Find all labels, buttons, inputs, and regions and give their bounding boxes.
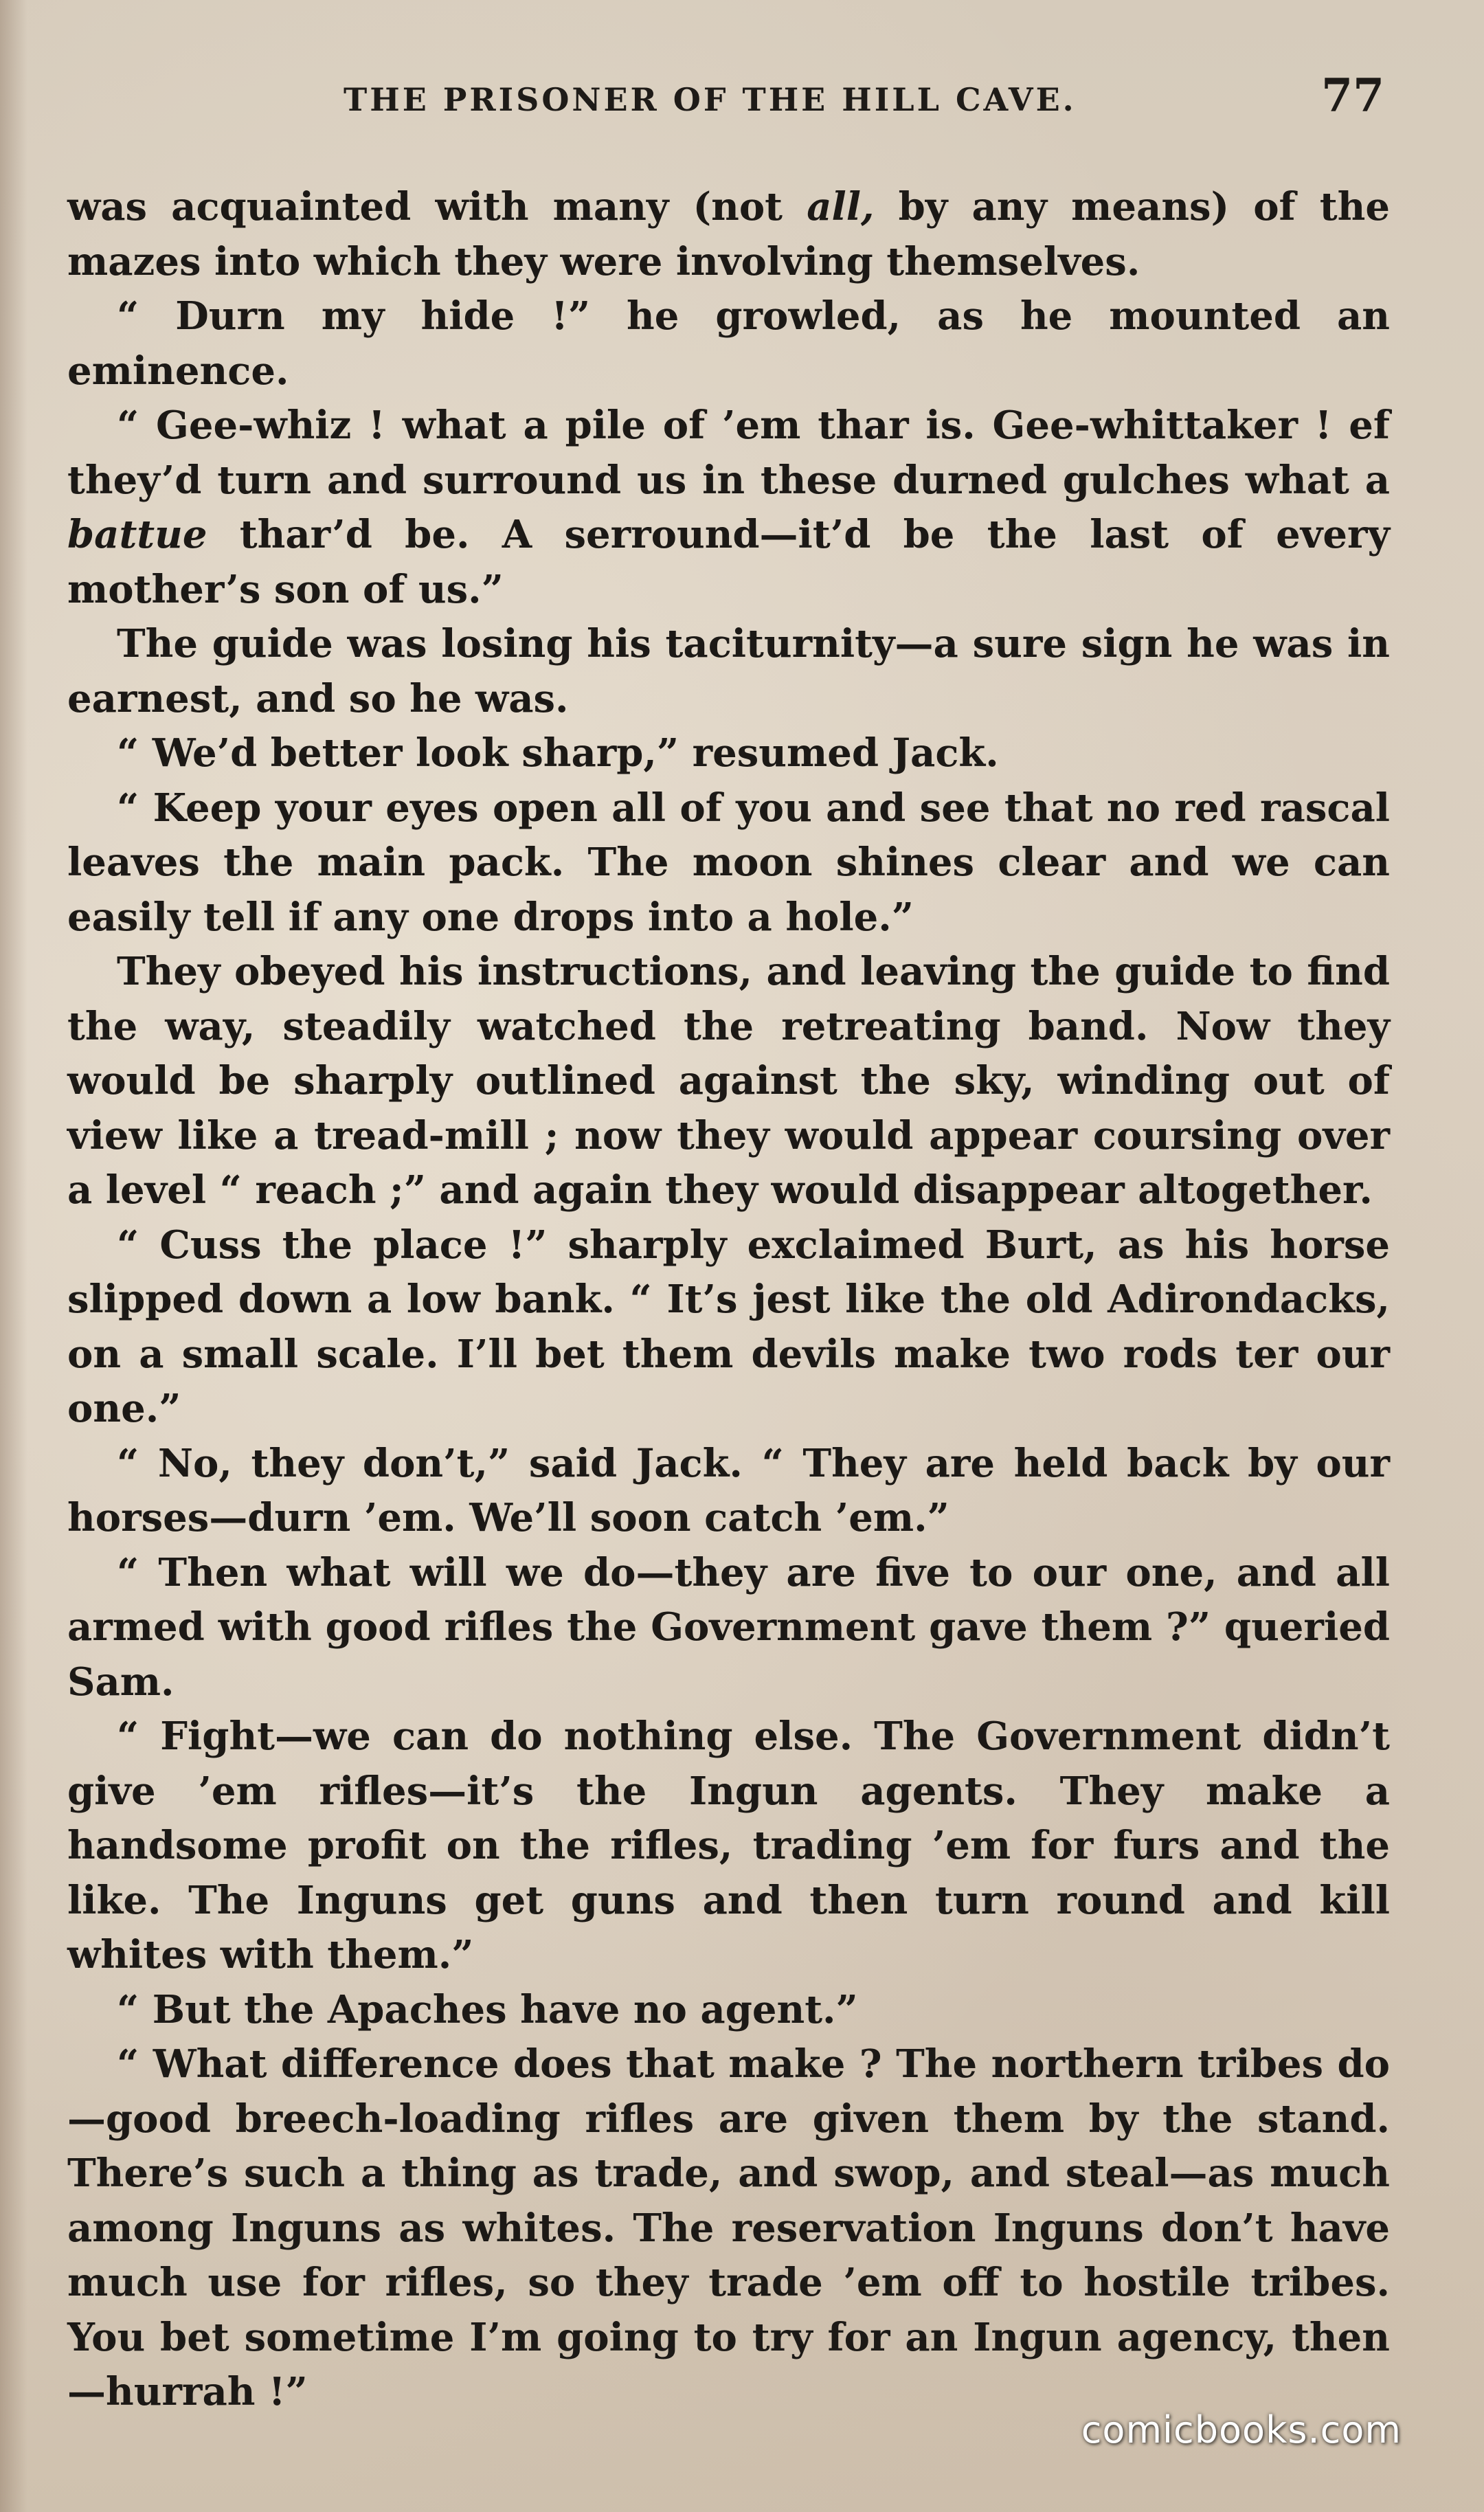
running-title: THE PRISONER OF THE HILL CAVE. [344,81,1077,118]
paragraph: They obeyed his instructions, and leaving the guide to find the way, steadily watched the retreating band. Now they would be sharply outlined against the sky, winding out of view like a tread-mill ; now they would appear coursing over a level “ reach ;” and again they would disappear altogether. [67,949,1390,1213]
text-run: by any means) of the mazes into which they were involving themselves. [67,184,1390,284]
body-text [67,180,1390,2420]
text-run: “ Gee-whiz ! what a pile of ’em thar is. Gee-whittaker ! ef they’d turn and surround us in these durned gulches what a [67,403,1390,503]
paragraph: “ Durn my hide !” he growled, as he mounted an eminence. [67,293,1390,394]
italic-text: battue [67,512,207,557]
page-gutter-shadow [0,0,27,2512]
paragraph: “ Cuss the place !” sharply exclaimed Burt, as his horse slipped down a low bank. “ It’s jest like the old Adirondacks, on a small scale. I’ll bet them devils make two rods ter our one.” [67,1222,1390,1431]
paragraph: “ But the Apaches have no agent.” [117,1986,858,2032]
paragraph: The guide was losing his taciturnity—a sure sign he was in earnest, and so he was. [67,621,1390,721]
paragraph: “ Then what will we do—they are five to our one, and all armed with good rifles the Government gave them ?” queried Sam. [67,1549,1390,1705]
paragraph: “ What difference does that make ? The northern tribes do—good breech-loading rifles are given them by the stand. There’s such a thing as trade, and swop, and steal—as much among Inguns as whites. The reservation Inguns don’t have much use for rifles, so they trade ’em off to hostile tribes. You bet sometime I’m going to try for an Ingun agency, then —hurrah !” [67,2041,1390,2414]
paragraph [67,180,1390,289]
paragraph: “ We’d better look sharp,” resumed Jack. [117,730,999,776]
paragraph: “ No, they don’t,” said Jack. “ They are held back by our horses—durn ’em. We’ll soon catch ’em.” [67,1440,1390,1540]
paragraph: “ Keep your eyes open all of you and see that no red rascal leaves the main pack. The moon shines clear and we can easily tell if any one drops into a hole.” [67,785,1390,940]
italic-text: all, [807,184,875,229]
site-watermark: comicbooks.com [1081,2408,1402,2452]
text-run: was acquainted with many (not [67,184,807,229]
paragraph: “ Fight—we can do nothing else. The Government didn’t give ’em rifles—it’s the Ingun agents. They make a handsome profit on the rifles, trading ’em for furs and the like. The Inguns get guns and then turn round and kill whites with them.” [67,1714,1390,1977]
page-number: 77 [1321,69,1384,122]
paragraph [67,399,1390,617]
text-run: thar’d be. A serround—it’d be the last of every mother’s son of us.” [67,512,1390,612]
